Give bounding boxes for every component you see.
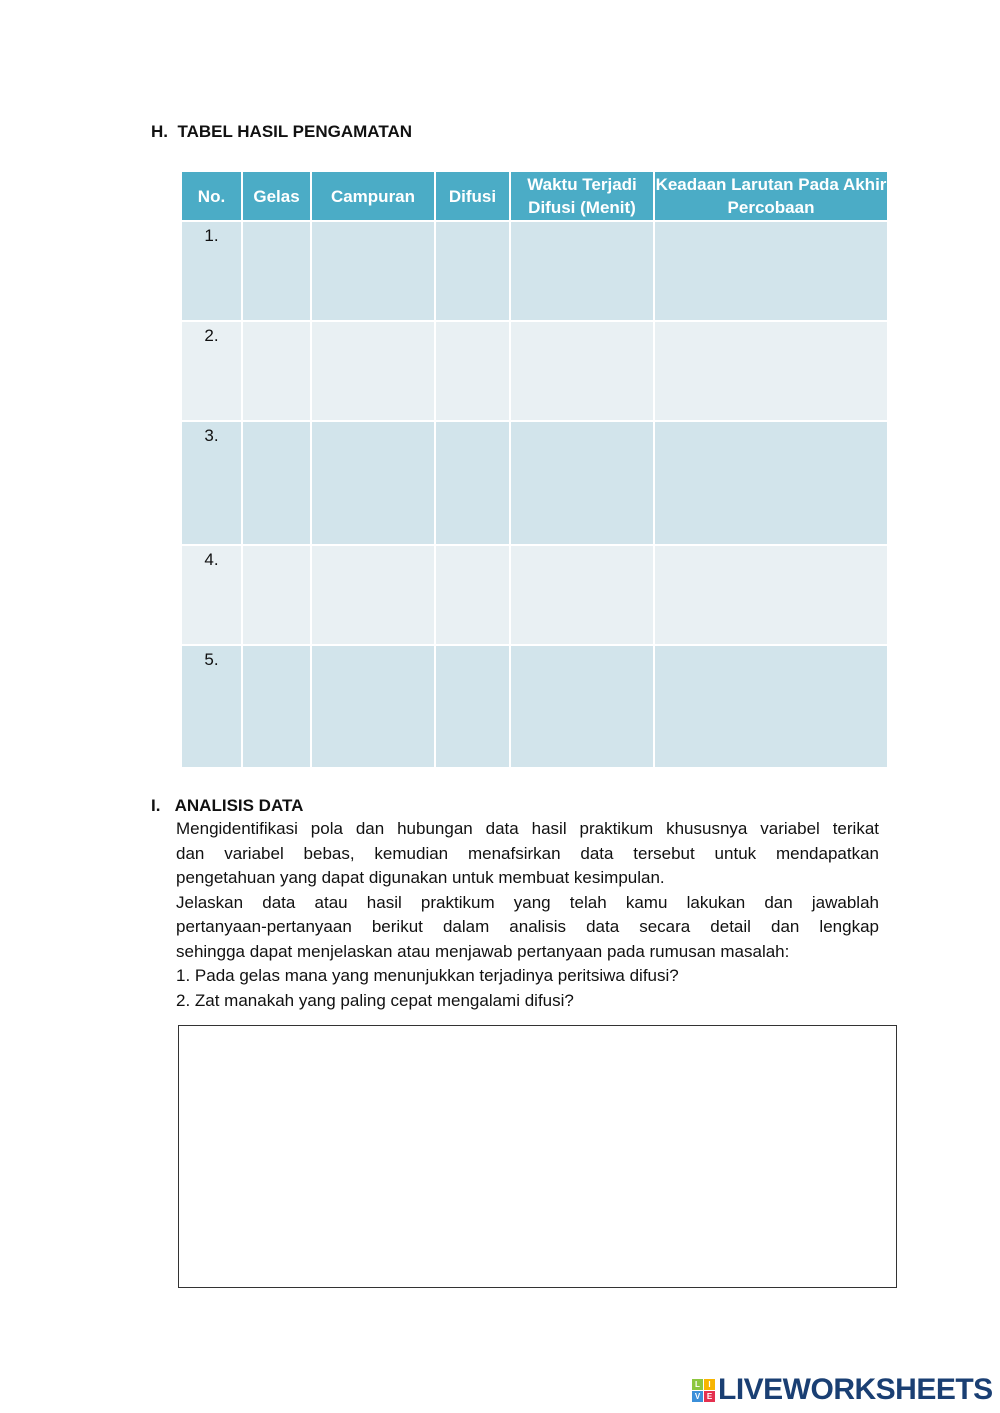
section-h-heading [151, 122, 412, 142]
table-row [181, 545, 888, 645]
cell[interactable] [654, 221, 888, 321]
cell[interactable] [311, 421, 435, 545]
text-line: sehingga dapat menjelaskan atau menjawab pertanyaan pada rumusan masalah: [176, 941, 790, 961]
liveworksheets-logo [692, 1373, 993, 1407]
section-label: H. [151, 122, 168, 141]
cell[interactable] [510, 221, 654, 321]
table-row [181, 421, 888, 545]
text-line: pertanyaan-pertanyaan berikut dalam analisis data secara detail dan lengkap [176, 917, 879, 936]
answer-box[interactable] [178, 1025, 897, 1288]
text-line: pengetahuan yang dapat digunakan untuk membuat kesimpulan. [176, 868, 665, 887]
row-number: 1. [181, 221, 242, 321]
text-line: Jelaskan data atau hasil praktikum yang telah kamu lakukan dan jawablah [176, 892, 879, 912]
cell[interactable] [311, 221, 435, 321]
section-title: TABEL HASIL PENGAMATAN [177, 122, 412, 141]
cell[interactable] [435, 645, 510, 768]
cell[interactable] [311, 645, 435, 768]
question-1: 1. Pada gelas mana yang menunjukkan terjadinya peritsiwa difusi? [176, 966, 679, 985]
section-title: ANALISIS DATA [174, 796, 304, 815]
table-header [181, 171, 888, 221]
text-line: Mengidentifikasi pola dan hubungan data hasil praktikum khususnya variabel terikat [176, 819, 879, 838]
header-difusi: Difusi [435, 171, 510, 221]
text-line: dan variabel bebas, kemudian menafsirkan data tersebut untuk mendapatkan [176, 843, 879, 863]
header-keadaan: Keadaan Larutan Pada Akhir Percobaan [654, 171, 888, 221]
table-row [181, 645, 888, 768]
cell[interactable] [435, 221, 510, 321]
analysis-text [176, 817, 879, 1013]
cell[interactable] [311, 545, 435, 645]
cell[interactable] [242, 645, 311, 768]
row-number: 5. [181, 645, 242, 768]
row-number: 4. [181, 545, 242, 645]
cell[interactable] [311, 321, 435, 421]
row-number: 3. [181, 421, 242, 545]
cell[interactable] [654, 545, 888, 645]
cell[interactable] [242, 221, 311, 321]
cell[interactable] [510, 421, 654, 545]
cell[interactable] [510, 645, 654, 768]
table-row [181, 221, 888, 321]
header-no: No. [181, 171, 242, 221]
row-number: 2. [181, 321, 242, 421]
cell[interactable] [242, 421, 311, 545]
observation-table [180, 170, 889, 769]
header-waktu: Waktu Terjadi Difusi (Menit) [510, 171, 654, 221]
cell[interactable] [510, 545, 654, 645]
cell[interactable] [242, 321, 311, 421]
logo-icon: L I V E [692, 1379, 715, 1402]
cell[interactable] [435, 321, 510, 421]
logo-text: LIVEWORKSHEETS [718, 1373, 993, 1406]
cell[interactable] [654, 421, 888, 545]
cell[interactable] [510, 321, 654, 421]
cell[interactable] [654, 645, 888, 768]
cell[interactable] [242, 545, 311, 645]
cell[interactable] [435, 545, 510, 645]
cell[interactable] [435, 421, 510, 545]
section-label: I. [151, 796, 161, 815]
question-2: 2. Zat manakah yang paling cepat mengalami difusi? [176, 990, 574, 1010]
table-row [181, 321, 888, 421]
header-campuran: Campuran [311, 171, 435, 221]
header-gelas: Gelas [242, 171, 311, 221]
cell[interactable] [654, 321, 888, 421]
section-i-heading [151, 796, 303, 816]
